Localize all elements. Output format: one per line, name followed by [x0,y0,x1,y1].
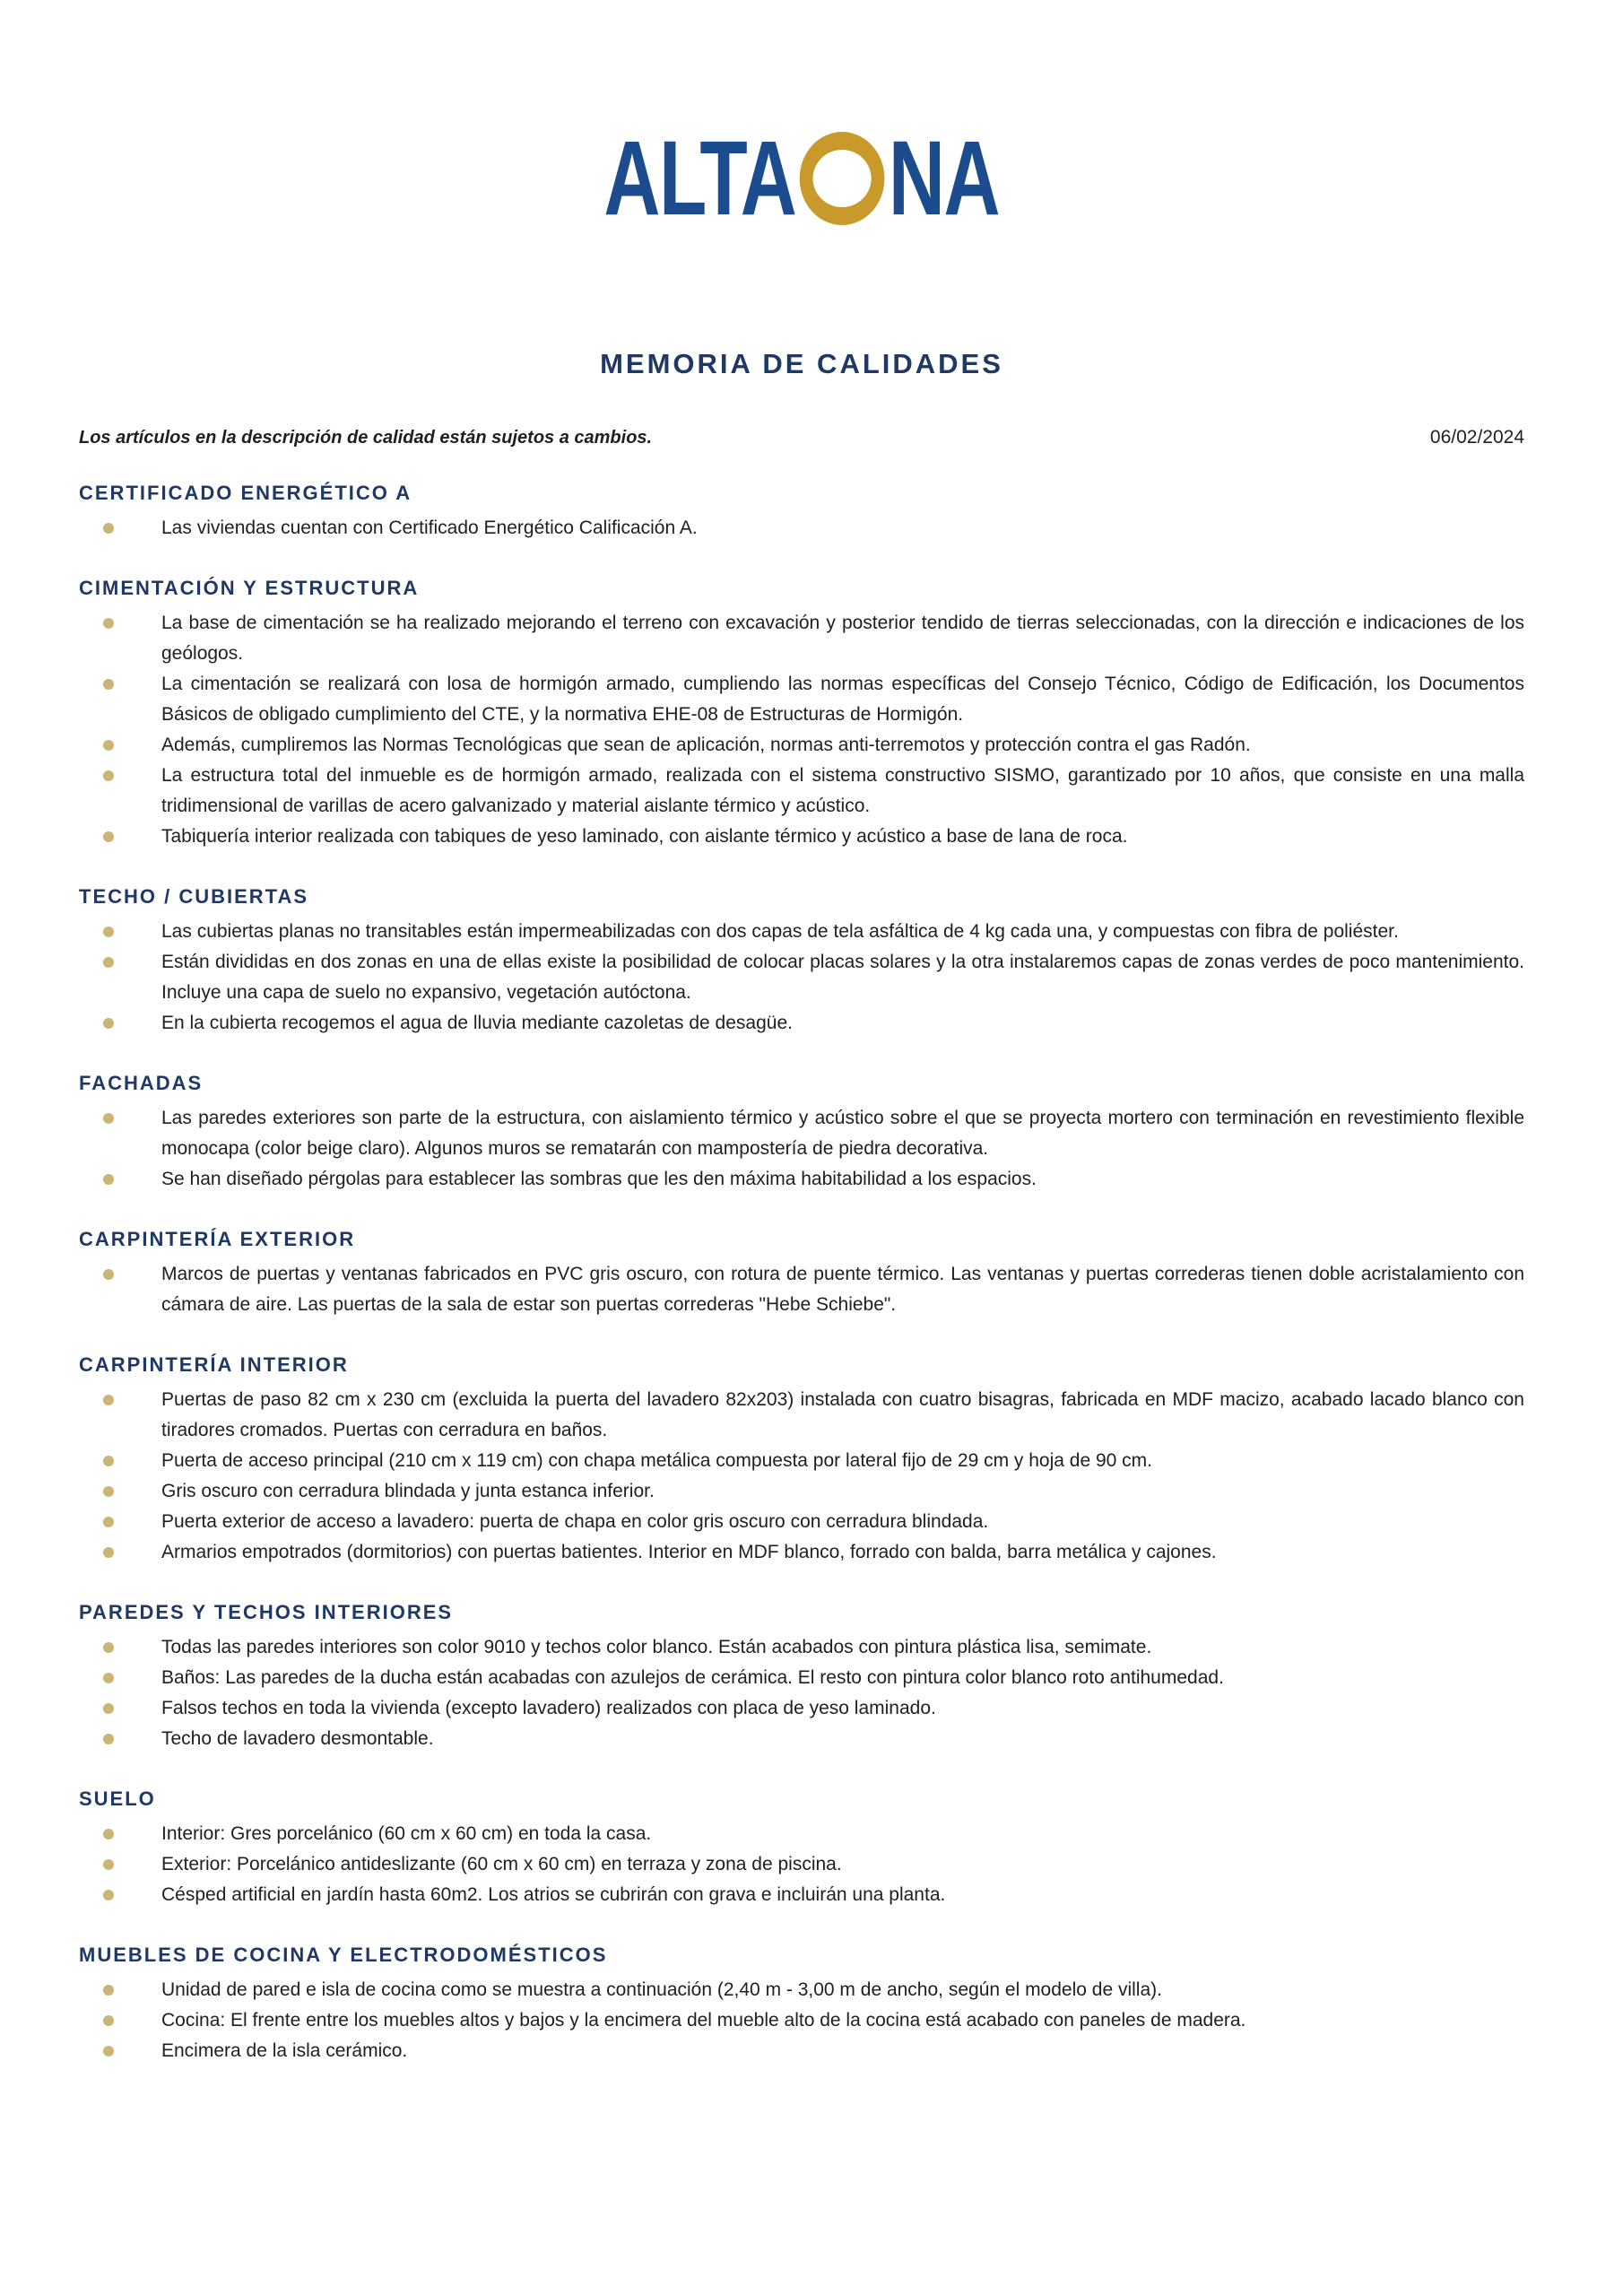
bullet-list [79,608,1524,852]
bullet-icon [103,926,114,937]
bullet-icon [103,1113,114,1124]
bullet-text: Falsos techos en toda la vivienda (excepto lavadero) realizados con placa de yeso laminado. [161,1698,936,1718]
bullet-list [79,1259,1524,1320]
bullet-list [79,1632,1524,1754]
bullet-text: Puerta exterior de acceso a lavadero: puerta de chapa en color gris oscuro con cerradura blindada. [161,1511,989,1532]
bullet-icon [103,1018,114,1029]
sections [79,482,1524,2066]
logo-ring-icon [800,132,885,225]
bullet-icon [103,1859,114,1870]
bullet-item [79,1507,1524,1537]
bullet-item [79,513,1524,544]
bullet-icon [103,1547,114,1558]
bullet-item [79,1849,1524,1880]
bullet-item [79,669,1524,730]
document-date: 06/02/2024 [1429,427,1524,448]
bullet-item [79,1880,1524,1910]
bullet-text: Las cubiertas planas no transitables están impermeabilizadas con dos capas de tela asfáltica de 4 kg cada una, y compuestas con fibra de poliéster. [161,921,1399,942]
bullet-icon [103,1517,114,1527]
bullet-item [79,1724,1524,1754]
bullet-text: Puertas de paso 82 cm x 230 cm (excluida la puerta del lavadero 82x203) instalada con cuatro bisagras, fabricada en MDF macizo, acabado lacado blanco con tiradores cromados. Puertas con cerradura en baños. [161,1389,1524,1440]
bullet-icon [103,2015,114,2026]
section-heading: FACHADAS [79,1072,204,1094]
bullet-text: La base de cimentación se ha realizado mejorando el terreno con excavación y posterior tendido de tierras seleccionadas, con la dirección e indicaciones de los geólogos. [161,613,1524,664]
bullet-text: Encimera de la isla cerámico. [161,2040,408,2061]
bullet-text: Cocina: El frente entre los muebles altos y bajos y la encimera del mueble alto de la cocina está acabado con paneles de madera. [161,2010,1246,2031]
bullet-item [79,761,1524,822]
bullet-icon [103,2046,114,2057]
bullet-list [79,513,1524,544]
section [79,885,1524,1039]
section-heading: CIMENTACIÓN Y ESTRUCTURA [79,577,420,599]
bullet-icon [103,1703,114,1714]
section [79,1944,1524,2066]
bullet-item [79,2036,1524,2066]
section-heading: CARPINTERÍA INTERIOR [79,1353,349,1376]
bullet-text: En la cubierta recogemos el agua de lluvia mediante cazoletas de desagüe. [161,1013,793,1033]
altaona-logo [603,119,1000,238]
section-heading: TECHO / CUBIERTAS [79,885,309,908]
bullet-item [79,1446,1524,1476]
bullet-icon [103,1734,114,1744]
bullet-item [79,1476,1524,1507]
bullet-item [79,1663,1524,1693]
bullet-list [79,1975,1524,2066]
bullet-icon [103,679,114,690]
bullet-icon [103,831,114,842]
bullet-icon [103,1486,114,1497]
bullet-text: Armarios empotrados (dormitorios) con puertas batientes. Interior en MDF blanco, forrado con balda, barra metálica y cajones. [161,1542,1217,1562]
bullet-text: Exterior: Porcelánico antideslizante (60 cm x 60 cm) en terraza y zona de piscina. [161,1854,842,1874]
disclaimer-note: Los artículos en la descripción de calidad están sujetos a cambios. [79,428,653,448]
bullet-item [79,2005,1524,2036]
section [79,1601,1524,1754]
bullet-icon [103,740,114,751]
section [79,577,1524,852]
bullet-item [79,1632,1524,1663]
bullet-item [79,608,1524,669]
bullet-list [79,1103,1524,1195]
bullet-icon [103,1829,114,1839]
bullet-text: La cimentación se realizará con losa de hormigón armado, cumpliendo las normas específicas del Consejo Técnico, Código de Edificación, los Documentos Básicos de obligado cumplimiento del CTE, y la normativa EHE-08 de Estructuras de Hormigón. [161,674,1524,725]
bullet-item [79,730,1524,761]
bullet-item [79,1693,1524,1724]
bullet-item [79,1259,1524,1320]
bullet-text: Marcos de puertas y ventanas fabricados en PVC gris oscuro, con rotura de puente térmico. Las ventanas y puertas correderas tienen doble acristalamiento con cámara de aire. Las puertas de la sala de estar son puertas correderas "Hebe Schiebe". [161,1264,1524,1315]
bullet-icon [103,618,114,629]
bullet-text: Puerta de acceso principal (210 cm x 119 cm) con chapa metálica compuesta por lateral fijo de 29 cm y hoja de 90 cm. [161,1450,1153,1471]
bullet-list [79,917,1524,1039]
bullet-icon [103,1395,114,1405]
bullet-icon [103,1456,114,1466]
bullet-list [79,1385,1524,1568]
section-heading: CERTIFICADO ENERGÉTICO A [79,482,412,504]
bullet-list [79,1819,1524,1910]
bullet-item [79,1164,1524,1195]
bullet-item [79,1385,1524,1446]
page-title: MEMORIA DE CALIDADES [600,348,1003,379]
bullet-icon [103,770,114,781]
bullet-text: Todas las paredes interiores son color 9010 y techos color blanco. Están acabados con pintura plástica lisa, semimate. [161,1637,1152,1657]
bullet-text: Se han diseñado pérgolas para establecer las sombras que les den máxima habitabilidad a los espacios. [161,1169,1037,1189]
section-heading: MUEBLES DE COCINA Y ELECTRODOMÉSTICOS [79,1944,608,1966]
logo-text-right: NA [889,119,1000,238]
meta-row [79,427,1524,448]
bullet-text: Unidad de pared e isla de cocina como se muestra a continuación (2,40 m - 3,00 m de ancho, según el modelo de villa). [161,1979,1162,2000]
bullet-icon [103,1269,114,1280]
bullet-icon [103,1890,114,1900]
section [79,1787,1524,1910]
bullet-icon [103,1174,114,1185]
bullet-text: Además, cumpliremos las Normas Tecnológicas que sean de aplicación, normas anti-terremotos y protección contra el gas Radón. [161,735,1251,755]
section [79,1353,1524,1568]
bullet-item [79,1819,1524,1849]
bullet-text: Interior: Gres porcelánico (60 cm x 60 cm) en toda la casa. [161,1823,652,1844]
bullet-item [79,1975,1524,2005]
section [79,482,1524,544]
bullet-item [79,917,1524,947]
bullet-text: La estructura total del inmueble es de hormigón armado, realizada con el sistema constructivo SISMO, garantizado por 10 años, que consiste en una malla tridimensional de varillas de acero galvanizado y material aislante térmico y acústico. [161,765,1524,816]
bullet-text: Gris oscuro con cerradura blindada y junta estanca inferior. [161,1481,655,1501]
bullet-icon [103,957,114,968]
bullet-icon [103,523,114,534]
section [79,1228,1524,1320]
section-heading: CARPINTERÍA EXTERIOR [79,1228,356,1250]
bullet-text: Las paredes exteriores son parte de la estructura, con aislamiento térmico y acústico sobre el que se proyecta mortero con terminación en revestimiento flexible monocapa (color beige claro). Algunos muros se rematarán con mampostería de piedra decorativa. [161,1108,1524,1159]
section-heading: PAREDES Y TECHOS INTERIORES [79,1601,454,1623]
logo-row [79,0,1524,238]
bullet-item [79,822,1524,852]
bullet-text: Techo de lavadero desmontable. [161,1728,434,1749]
bullet-text: Están divididas en dos zonas en una de ellas existe la posibilidad de colocar placas solares y la otra instalaremos capas de zonas verdes de poco mantenimiento. Incluye una capa de suelo no expansivo, vegetación autóctona. [161,952,1524,1003]
bullet-text: Las viviendas cuentan con Certificado Energético Calificación A. [161,517,698,538]
bullet-item [79,1103,1524,1164]
bullet-item [79,1537,1524,1568]
bullet-text: Tabiquería interior realizada con tabiques de yeso laminado, con aislante térmico y acústico a base de lana de roca. [161,826,1128,847]
bullet-item [79,947,1524,1008]
bullet-icon [103,1642,114,1653]
section-heading: SUELO [79,1787,156,1810]
bullet-item [79,1008,1524,1039]
bullet-icon [103,1673,114,1683]
bullet-text: Baños: Las paredes de la ducha están acabadas con azulejos de cerámica. El resto con pintura color blanco roto antihumedad. [161,1667,1224,1688]
bullet-icon [103,1985,114,1996]
section [79,1072,1524,1195]
logo-text-left: ALTA [603,119,796,238]
bullet-text: Césped artificial en jardín hasta 60m2. Los atrios se cubrirán con grava e incluirán una planta. [161,1884,946,1905]
